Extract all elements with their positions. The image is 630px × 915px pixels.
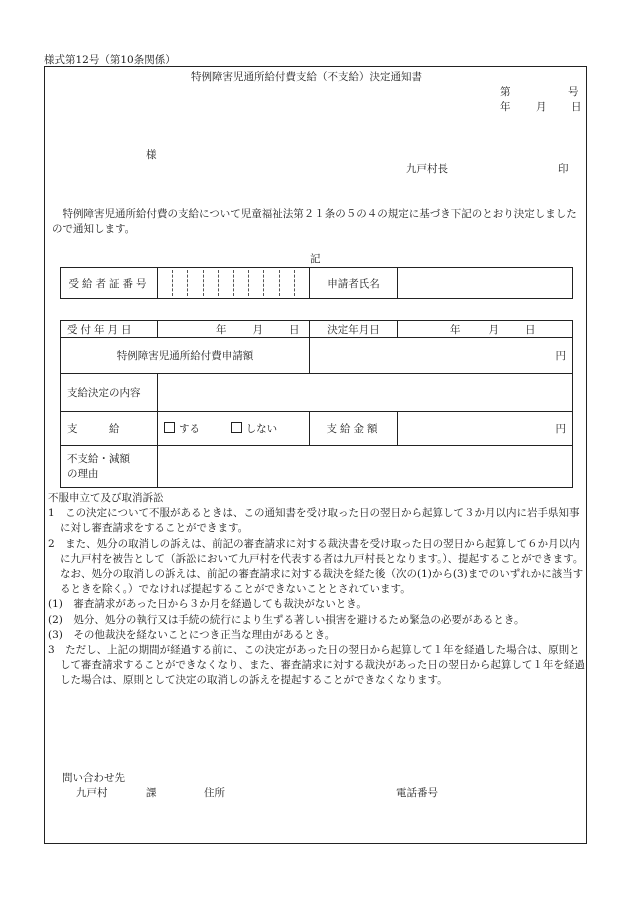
decision-content-label: 支給決定の内容 (61, 374, 158, 412)
contact-village: 九戸村 (76, 787, 108, 799)
ki-label: 記 (310, 253, 321, 265)
payment-options (158, 412, 310, 446)
received-day: 日 (289, 323, 300, 336)
appeal-notes (48, 491, 588, 689)
decision-date-field[interactable] (398, 321, 573, 338)
addressee-suffix: 様 (146, 149, 157, 161)
received-month: 月 (252, 323, 263, 336)
issuer-name: 九戸村長 (406, 163, 448, 175)
option-yes-label: する (179, 423, 200, 435)
note-2: 2 また、処分の取消しの訴えは、前記の審査請求に対する裁決書を受け取った日の翌日から起算して６か月以内に九戸村を被告として（訴訟において九戸村を代表する者は九戸村長となります。）、提起することができます。なお、処分の取消しの訴えは、前記の審査請求に対する裁決を経た後（次の(1)から(3)までのいずれかに該当するときを除く。）でなければ提起することができないこととされています。 (48, 537, 584, 596)
contact-heading: 問い合わせ先 (62, 772, 125, 784)
checkbox-yes[interactable] (164, 422, 175, 433)
decision-month: 月 (488, 323, 499, 336)
payment-amount-field[interactable]: 円 (398, 412, 573, 446)
recipient-table (60, 267, 573, 299)
number-suffix: 号 (568, 86, 579, 98)
form-number: 様式第12号（第10条関係） (44, 54, 176, 66)
received-year: 年 (216, 323, 227, 336)
date-year: 年 (500, 101, 511, 113)
recipient-no-cells[interactable] (158, 268, 310, 299)
received-date-field[interactable] (158, 321, 310, 338)
decision-table (60, 320, 573, 488)
applicant-name-field[interactable] (398, 268, 573, 299)
reason-label-line2: の理由 (67, 467, 99, 480)
contact-address: 住所 (204, 787, 225, 799)
note-1: 1 この決定について不服があるときは、この通知書を受け取った日の翌日から起算して３か月以内に岩手県知事に対し審査請求をすることができます。 (48, 507, 580, 535)
decision-year: 年 (450, 323, 461, 336)
applicant-name-label: 申請者氏名 (310, 268, 398, 299)
option-no-label: しない (245, 423, 278, 435)
date-month: 月 (536, 101, 547, 113)
document-title: 特例障害児通所給付費支給（不支給）決定通知書 (191, 71, 422, 83)
checkbox-no[interactable] (231, 422, 242, 433)
received-date-label: 受付年月日 (61, 321, 158, 338)
seal-mark: 印 (558, 163, 569, 175)
reason-field[interactable] (158, 446, 573, 488)
reason-label-line1: 不支給・減額 (67, 452, 130, 465)
payment-amount-label: 支給金額 (310, 412, 398, 446)
reason-label (61, 446, 158, 488)
notes-heading: 不服申立て及び取消訴訟 (48, 492, 164, 504)
claim-amount-label: 特例障害児通所給付費申請額 (61, 338, 310, 374)
note-2-sub-1: (1) 審査請求があった日から３か月を経過しても裁決がないとき。 (48, 598, 367, 611)
decision-date-label: 決定年月日 (310, 321, 398, 338)
claim-amount-field[interactable]: 円 (310, 338, 573, 374)
body-text: 特例障害児通所給付費の支給について児童福祉法第２１条の５の４の規定に基づき下記のとおり決定しましたので通知します。 (52, 208, 577, 235)
note-3: 3 ただし、上記の期間が経過する前に、この決定があった日の翌日から起算して１年を経過した場合は、原則として審査請求することができなくなり、また、審査請求に対する裁決があった日の翌日から起算して１年を経過した場合は、原則として決定の取消しの訴えを提起することができなくなります。 (48, 644, 585, 687)
number-prefix: 第 (500, 86, 511, 98)
decision-day: 日 (525, 323, 536, 336)
contact-phone: 電話番号 (396, 787, 438, 799)
note-2-sub-3: (3) その他裁決を経ないことにつき正当な理由があるとき。 (48, 628, 336, 641)
decision-content-field[interactable] (158, 374, 573, 412)
date-day: 日 (571, 101, 582, 113)
payment-label: 支 給 (61, 412, 158, 446)
recipient-no-label: 受給者証番号 (61, 268, 158, 299)
note-2-sub-2: (2) 処分、処分の執行又は手続の続行により生ずる著しい損害を避けるため緊急の必要があるとき。 (48, 613, 525, 626)
contact-section: 課 (146, 787, 157, 799)
